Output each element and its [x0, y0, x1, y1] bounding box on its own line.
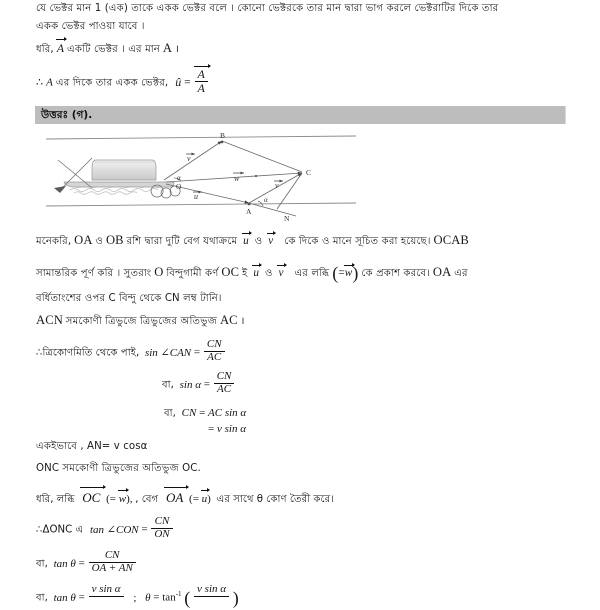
boat-illustration — [54, 158, 174, 193]
eq2-denominator: AC — [214, 383, 235, 396]
eq1-prefix: ∴ত্রিকোণমিতি থেকে পাই, — [36, 347, 140, 359]
body-p2-and: ও — [264, 268, 273, 279]
body-p2-o: O — [154, 265, 164, 279]
body-paragraph-line-3 — [36, 294, 222, 304]
eq7-equ: (= u) — [189, 493, 211, 505]
eq10-denominator — [89, 596, 124, 609]
close-paren: ) — [352, 263, 359, 284]
body-p4-acn: ACN — [36, 313, 63, 327]
intro-line-3 — [36, 41, 179, 55]
open-paren: ( — [332, 263, 339, 284]
vector-label-u: u — [194, 192, 198, 201]
body-paragraph-line-1 — [36, 234, 469, 247]
body-p1-b: রশি দ্বারা দুটি বেগ যথাক্রমে — [126, 236, 238, 247]
answer-label: উত্তরঃ (গ). — [41, 109, 93, 121]
eq3-lhs: CN — [181, 407, 197, 419]
body-p2-a: সামান্তরিক পূর্ণ করি । সুতরাং — [36, 268, 152, 279]
intro-line-1-text: যে ভেক্টর মান 1 (এক) তাকে একক ভেক্টর বলে । কোনো ভেক্টরকে তার মান দ্বারা ভাগ করলে ভেক্টরাটির দিকে তার — [36, 3, 499, 14]
eq10-close-paren: ) — [232, 588, 239, 609]
body-p2-d: এর লব্ধি — [294, 268, 330, 279]
vector-A-symbol: A — [56, 41, 65, 55]
body-p1-vector-v: v — [268, 235, 274, 247]
eq10-equals: = — [78, 591, 85, 604]
eq9-numerator: CN — [104, 549, 120, 562]
equation-4 — [208, 423, 246, 435]
eq10-fraction — [89, 584, 124, 608]
body-p1-ob: OB — [105, 233, 124, 247]
eq9-lhs: tan θ — [53, 557, 76, 570]
body-p2-oc: OC — [221, 265, 240, 279]
body-p2-vector-u: u — [253, 267, 260, 279]
angle-label-alpha-2: α — [264, 196, 268, 204]
eq1-fraction — [204, 339, 225, 363]
eq8-fraction — [151, 516, 172, 540]
intro-line-3-middle: একটি ভেক্টর । এর মান — [67, 44, 160, 55]
eq9-denominator: OA + AN — [89, 562, 136, 575]
magnitude-A: A — [162, 41, 173, 55]
body-p1-vector-u: u — [243, 235, 249, 247]
body-p1-c: কে দিকে ও মানে সূচিত করা হয়েছে। — [284, 236, 431, 247]
eq7-a: ধরি, লব্ধি — [36, 494, 75, 505]
eq2-equals: = — [203, 378, 210, 391]
eq10-prefix: বা, — [36, 592, 48, 604]
equation-1 — [36, 338, 226, 365]
equation-9 — [36, 549, 137, 576]
body-p2-oa: OA — [432, 265, 452, 279]
eq8-denominator: ON — [151, 528, 172, 541]
equation-8 — [36, 515, 174, 542]
equation-7-line — [36, 489, 334, 509]
body-p4-d: । — [240, 316, 245, 327]
eq2-fraction — [214, 371, 235, 395]
body-paragraph-line-4 — [36, 314, 245, 327]
eq2-prefix: বা, — [162, 379, 174, 391]
eq10-open-paren: ( — [184, 588, 191, 609]
eq7-c: এর সাথে θ কোণ তৈরী করে। — [216, 494, 334, 505]
body-p4-ac: AC — [219, 313, 238, 327]
body-p1-and-1: ও — [95, 236, 104, 247]
eq9-prefix: বা, — [36, 558, 48, 570]
eq10-superscript: -1 — [175, 589, 182, 598]
fraction-denominator-A: A — [195, 81, 208, 95]
therefore-symbol: ∴ — [36, 76, 44, 89]
A-symbol: A — [46, 76, 53, 89]
equation-2 — [162, 370, 235, 397]
eq10-fraction-2 — [194, 584, 229, 608]
intro-line-3-end: । — [175, 44, 179, 55]
eq7-eqw: (= w), — [106, 493, 133, 505]
fraction-numerator-A-vector: A — [195, 68, 208, 81]
equation-6-line — [36, 464, 201, 474]
eq2-numerator: CN — [216, 370, 232, 383]
eq2-lhs: sin α — [179, 378, 201, 391]
eq9-equals: = — [78, 557, 85, 570]
body-p2-e: কে প্রকাশ করবে। — [361, 268, 430, 279]
eq7-vector-OA: OA — [165, 489, 186, 506]
body-p1-a: মনেকরি, — [36, 236, 72, 247]
figure-boat-vector-diagram — [44, 130, 360, 222]
body-p2-vector-w: w — [344, 267, 353, 279]
point-label-A: A — [246, 207, 252, 216]
angle-label-alpha-1: α — [177, 174, 181, 182]
answer-highlight-bar — [35, 106, 566, 124]
body-p2-b: বিন্দুগামী কর্ণ — [166, 268, 219, 279]
eq6-text: ONC সমকোণী ত্রিভুজের অতিভুজ OC. — [36, 463, 201, 474]
equals-sign: = — [184, 76, 191, 89]
eq8-numerator: CN — [154, 515, 170, 528]
intro-line-4-middle: এর দিকে তার একক ভেক্টর, — [55, 77, 169, 89]
vector-label-w: w — [234, 174, 240, 183]
eq10-lhs: tan θ — [53, 591, 76, 604]
vector-label-v-2: v — [275, 181, 279, 190]
eq4-rhs: v sin α — [216, 423, 246, 435]
eq10-denominator-2 — [194, 596, 229, 609]
eq10-tan: tan — [162, 591, 176, 604]
body-p2-equals: = — [338, 267, 345, 279]
eq4-equals: = — [208, 423, 215, 435]
equation-3 — [164, 406, 246, 423]
equation-10 — [36, 583, 239, 610]
eq1-numerator: CN — [206, 338, 222, 351]
intro-line-4 — [36, 67, 209, 96]
body-p3-text: বর্ধিতাংশের ওপর C বিন্দু থেকে CN লম্ব টানি। — [36, 293, 222, 304]
eq3-prefix: বা, — [164, 408, 176, 419]
eq1-equals: = — [193, 346, 201, 359]
eq1-lhs: sin ∠CAN — [144, 346, 192, 359]
intro-line-3-prefix: ধরি, — [36, 44, 54, 55]
unit-vector-fraction — [195, 68, 208, 94]
eq10-numerator-2: v sin α — [197, 583, 227, 596]
eq7-vector-OC: OC — [81, 489, 103, 506]
eq3-equals: = — [199, 407, 206, 419]
point-label-N: N — [284, 214, 290, 222]
eq10-equals-2: = — [153, 591, 160, 604]
eq7-b: , বেগ — [135, 494, 159, 505]
eq10-separator: ; — [133, 591, 137, 604]
unit-vector-u-hat: û — [175, 74, 182, 89]
body-p2-f: এর — [454, 268, 468, 279]
eq8-lhs: tan ∠CON — [89, 523, 139, 536]
body-p4-b: সমকোণী ত্রিভুজে ত্রিভুজের অতিভুজ — [65, 316, 218, 327]
vector-label-v-1: v — [187, 154, 191, 163]
intro-line-2 — [36, 22, 145, 32]
eq5-text: একইভাবে , AN= v cosα — [36, 441, 148, 452]
body-p1-ocab: OCAB — [433, 233, 469, 247]
body-paragraph-line-2 — [36, 263, 468, 284]
point-label-B: B — [220, 131, 226, 140]
eq10-theta: θ — [145, 591, 151, 604]
body-p2-c: ই — [242, 268, 248, 279]
body-p1-and-2: ও — [254, 236, 263, 247]
eq1-denominator: AC — [204, 351, 225, 364]
intro-line-1 — [36, 4, 498, 14]
point-label-O: O — [176, 182, 182, 191]
body-p1-oa: OA — [74, 233, 93, 247]
intro-line-2-text: একক ভেক্টর পাওয়া যাবে । — [36, 21, 145, 32]
eq10-numerator: v sin α — [91, 583, 121, 596]
equation-5-line — [36, 442, 148, 452]
eq8-prefix: ∴ΔONC এ — [36, 524, 84, 536]
eq8-equals: = — [141, 523, 148, 536]
point-label-C: C — [306, 168, 312, 177]
eq9-fraction — [89, 550, 136, 574]
body-p2-vector-v: v — [278, 267, 284, 279]
eq3-rhs: AC sin α — [208, 407, 247, 419]
